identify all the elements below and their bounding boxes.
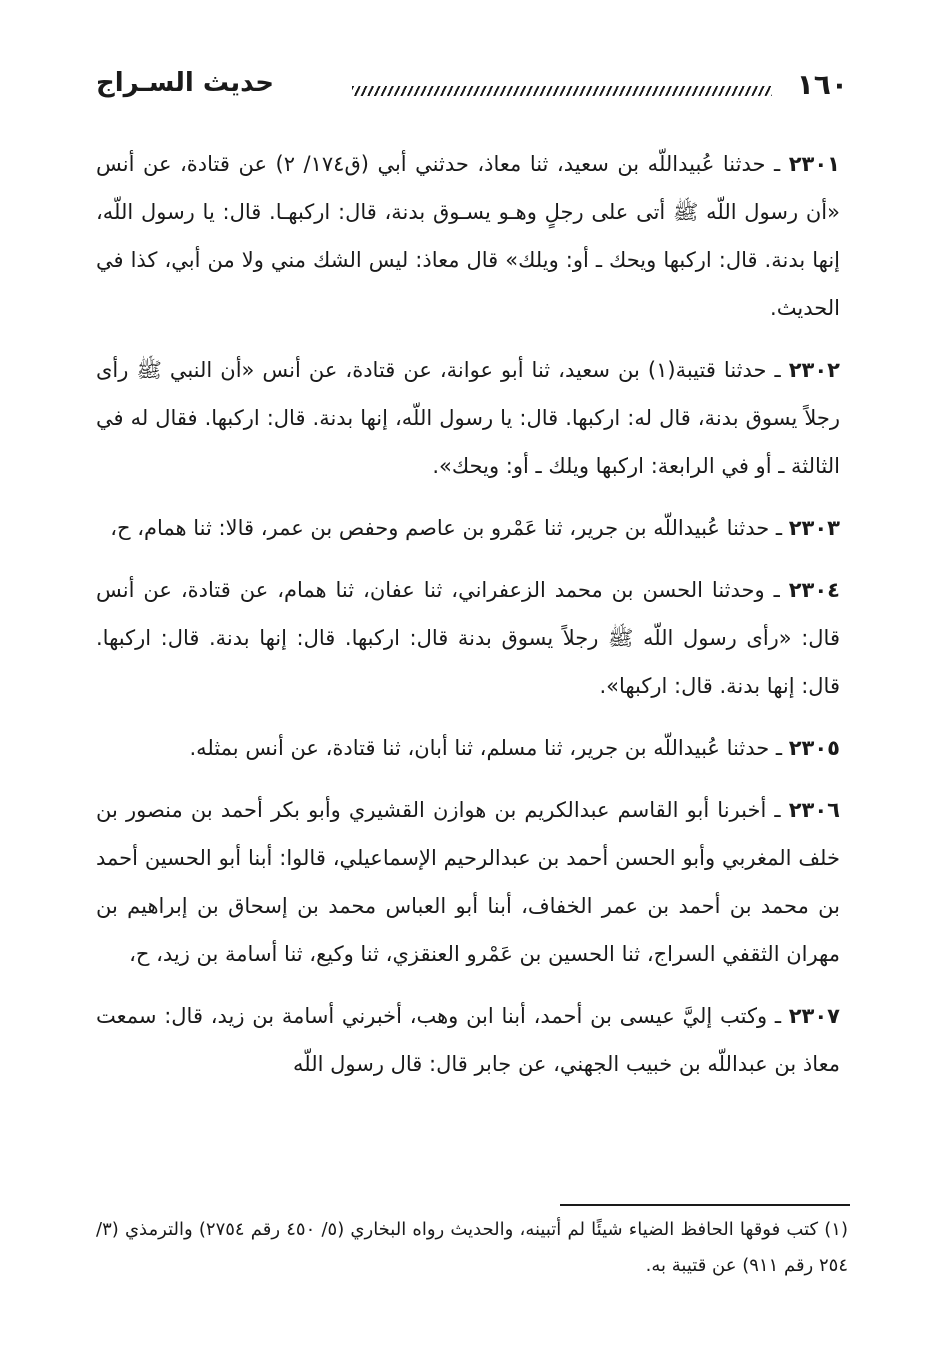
running-title: حديث السـراج — [96, 68, 274, 98]
footnote-separator — [560, 1204, 850, 1206]
footnotes — [96, 1212, 848, 1284]
hadith-text: ـ حدثنا قتيبة(١) بن سعيد، ثنا أبو عوانة، عن قتادة، عن أنس «أن النبي ﷺ رأى رجلاً يسوق بدنة، قال له: اركبها. قال: يا رسول اللّه، إنها بدنة. قال: اركبها. فقال له في الثالثة ـ أو في الرابعة: اركبها ويلك ـ أو: ويحك». — [96, 358, 840, 478]
page-header — [96, 64, 856, 106]
hadith-text: ـ أخبرنا أبو القاسم عبدالكريم بن هوازن القشيري وأبو بكر أحمد بن منصور بن خلف المغربي وأبو الحسن أحمد بن عبدالرحيم الإسماعيلي، قالوا: أبنا أبو الحسين أحمد بن محمد بن أحمد بن عمر الخفاف، أبنا أبو العباس محمد بن إسحاق بن إبراهيم بن مهران الثقفي السراج، ثنا الحسين بن عَمْرو العنقزي، ثنا وكيع، ثنا أسامة بن زيد، ح، — [96, 798, 840, 966]
hadith-number: ٢٣٠٢ — [788, 358, 840, 382]
hadith-paragraph — [96, 992, 840, 1088]
footnote-text: (١) كتب فوقها الحافظ الضياء شيئًا لم أتبينه، والحديث رواه البخاري (٥/ ٤٥٠ رقم ٢٧٥٤) والترمذي (٣/ ٢٥٤ رقم ٩١١) عن قتيبة به. — [96, 1219, 848, 1276]
page-number: ١٦٠ — [796, 68, 848, 101]
hadith-text: ـ وحدثنا الحسن بن محمد الزعفراني، ثنا عفان، ثنا همام، عن قتادة، عن أنس قال: «رأى رسول اللّه ﷺ رجلاً يسوق بدنة قال: اركبها. قال: إنها بدنة. قال: اركبها. قال: إنها بدنة. قال: اركبها». — [96, 578, 840, 698]
hadith-number: ٢٣٠٤ — [788, 578, 840, 602]
hadith-text: ـ وكتب إليَّ عيسى بن أحمد، أبنا ابن وهب، أخبرني أسامة بن زيد، قال: سمعت معاذ بن عبداللّه بن خبيب الجهني، عن جابر قال: قال رسول اللّه — [96, 1004, 840, 1076]
hadith-number: ٢٣٠٣ — [788, 516, 840, 540]
hadith-paragraph — [96, 566, 840, 710]
hadith-number: ٢٣٠٥ — [788, 736, 840, 760]
hadith-paragraph — [96, 786, 840, 978]
hadith-paragraph — [96, 346, 840, 490]
hadith-paragraph — [96, 724, 840, 772]
hadith-number: ٢٣٠٦ — [788, 798, 840, 822]
hadith-number: ٢٣٠٧ — [788, 1004, 841, 1028]
header-decorative-rule — [352, 86, 772, 96]
hadith-text: ـ حدثنا عُبيداللّه بن جرير، ثنا عَمْرو بن عاصم وحفص بن عمر، قالا: ثنا همام، ح، — [110, 516, 783, 540]
hadith-text: ـ حدثنا عُبيداللّه بن سعيد، ثنا معاذ، حدثني أبي (ق١٧٤/ ٢) عن قتادة، عن أنس «أن رسول اللّه ﷺ أتى على رجلٍ وهـو يسـوق بدنة، قال: اركبهـا. قال: يا رسول اللّه، إنها بدنة. قال: اركبها ويحك ـ أو: ويلك» قال معاذ: ليس الشك مني ولا من أبي، كذا في الحديث. — [96, 152, 840, 320]
hadith-paragraph — [96, 140, 840, 332]
hadith-number: ٢٣٠١ — [788, 152, 840, 176]
hadith-text: ـ حدثنا عُبيداللّه بن جرير، ثنا مسلم، ثنا أبان، ثنا قتادة، عن أنس بمثله. — [189, 736, 783, 760]
hadith-paragraph — [96, 504, 840, 552]
main-text — [96, 140, 840, 1102]
